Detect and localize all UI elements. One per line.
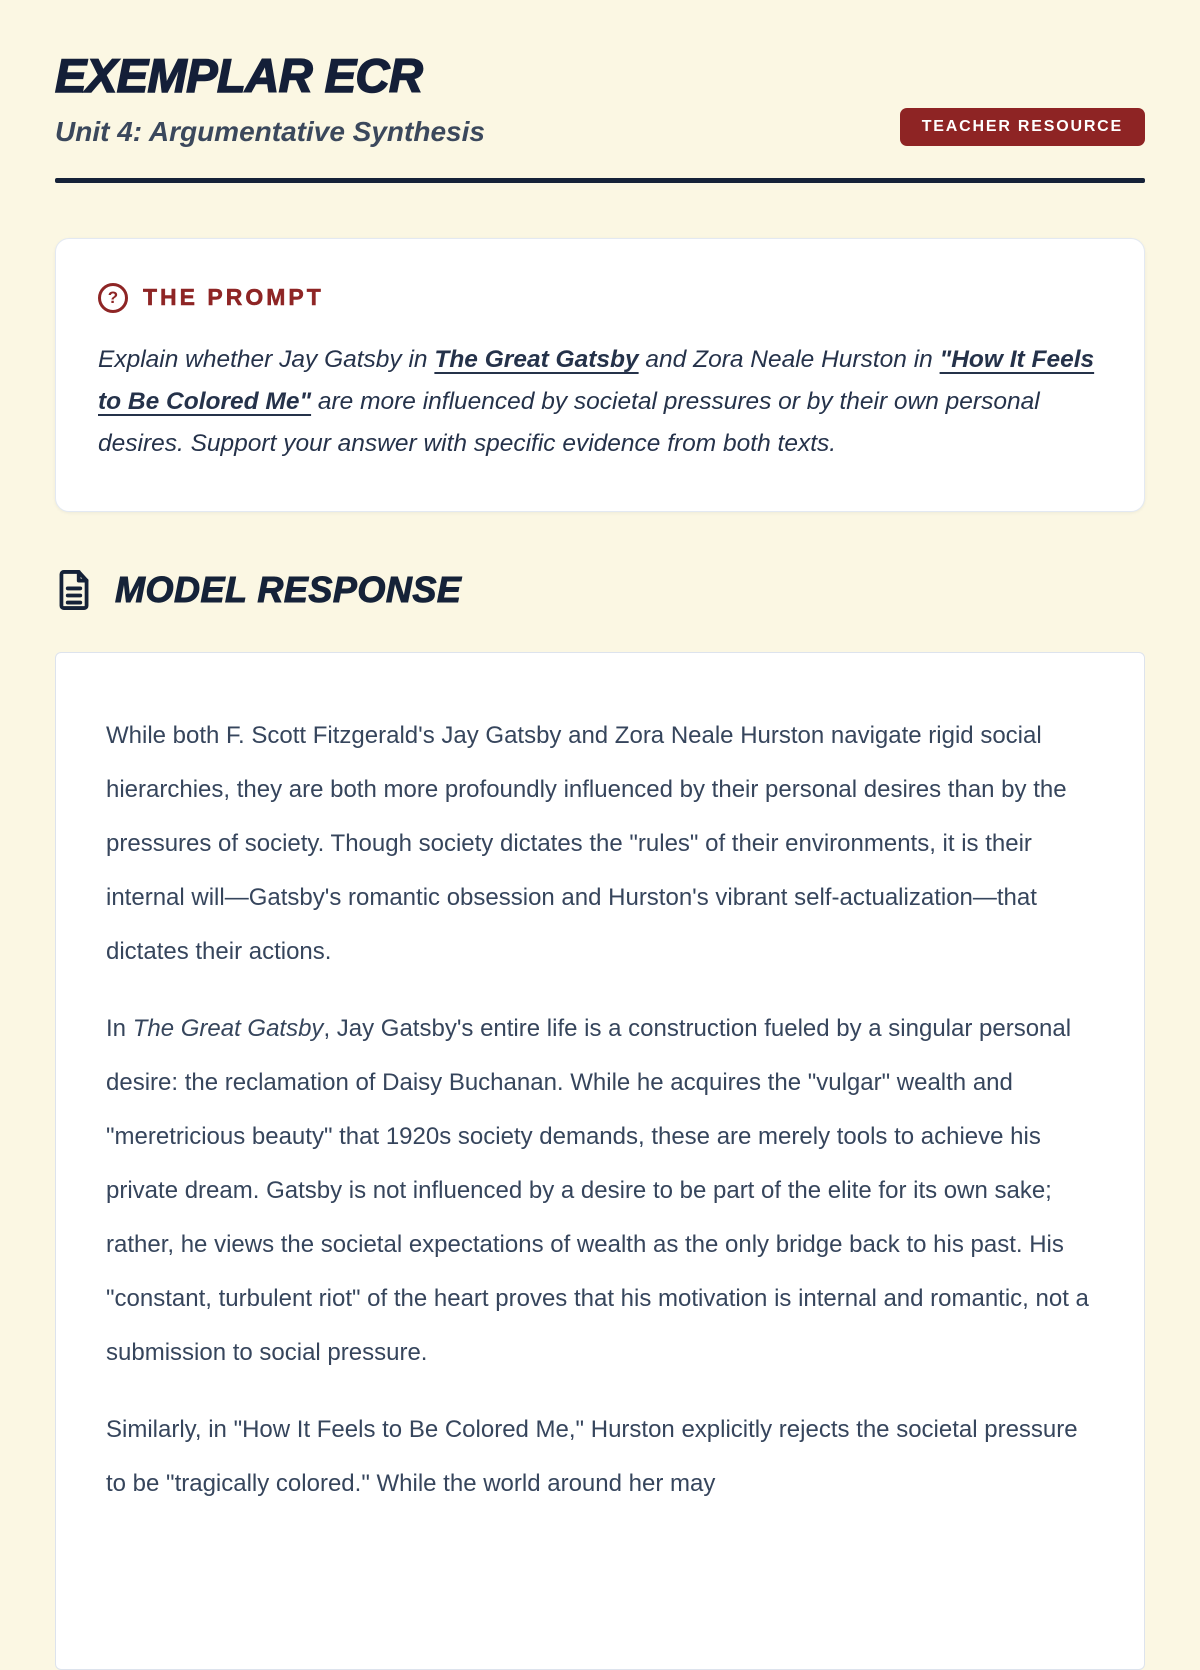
document-icon [55,568,93,612]
paragraph-2-prefix: In [106,1014,133,1042]
model-response-header [55,568,1145,612]
prompt-segment: and Zora Neale Hurston in [638,345,940,373]
page-header [55,49,1145,148]
page [55,0,1145,1670]
prompt-segment: are more influenced by societal pressures or by their own personal desires. Support your answer with specific evidence from both texts. [98,387,1040,457]
prompt-segment: Explain whether Jay Gatsby in [98,345,435,373]
page-subtitle: Unit 4: Argumentative Synthesis [55,116,485,147]
header-text-block [55,49,485,148]
paragraph-2-rest: , Jay Gatsby's entire life is a construction fueled by a singular personal desire: the reclamation of Daisy Buchanan. While he acquires the "vulgar" wealth and "meretricious beauty" that 1920s society demands, these are merely tools to achieve his private dream. Gatsby is not influenced by a desire to be part of the elite for its own sake; rather, he views the societal expectations of wealth as the only bridge back to his past. His "constant, turbulent riot" of the heart proves that his motivation is internal and romantic, not a submission to social pressure. [106,1014,1089,1366]
model-paragraph-3: Similarly, in "How It Feels to Be Colored Me," Hurston explicitly rejects the societal pressure to be "tragically colored." While the world around her may [106,1415,1078,1497]
model-response-card [55,652,1145,1670]
teacher-resource-badge: TEACHER RESOURCE [900,108,1145,146]
prompt-card-header [98,283,1102,313]
model-paragraph-2 [106,1002,1096,1380]
prompt-segment-essay-title: "How It Feels to Be Colored Me" [98,345,1095,415]
question-circle-icon: ? [98,283,128,313]
paragraph-2-book-title: The Great Gatsby [132,1014,324,1042]
header-divider [55,178,1145,183]
prompt-heading: THE PROMPT [143,284,324,311]
prompt-card [55,238,1145,512]
prompt-text [98,339,1102,465]
prompt-segment-book-title: The Great Gatsby [434,345,639,373]
page-title: EXEMPLAR ECR [55,49,423,102]
model-paragraph-1: While both F. Scott Fitzgerald's Jay Gatsby and Zora Neale Hurston navigate rigid social hierarchies, they are both more profoundly influenced by their personal desires than by the pressures of society. Though society dictates the "rules" of their environments, it is their internal will—Gatsby's romantic obsession and Hurston's vibrant self-actualization—that dictates their actions. [106,721,1067,965]
model-response-heading: MODEL RESPONSE [115,568,462,610]
